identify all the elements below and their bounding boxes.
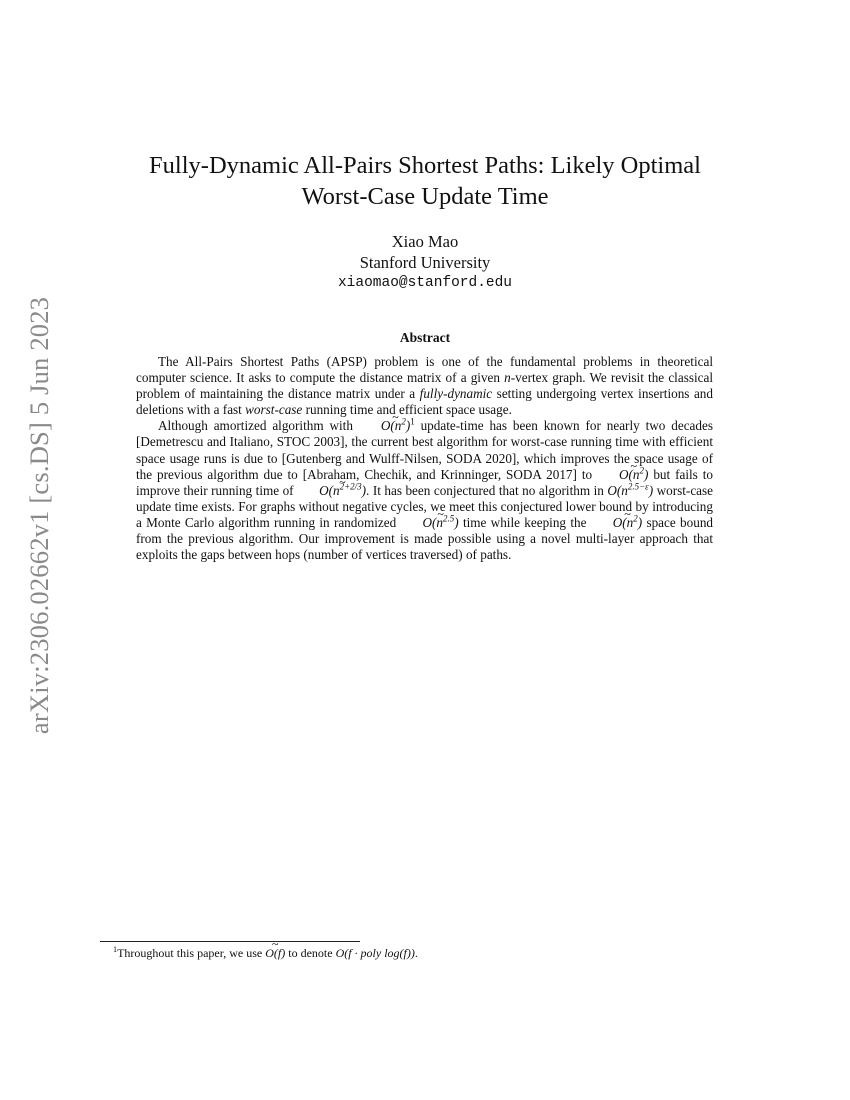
text-run: update-time has been known for nearly two decades [Demetrescu and Italiano, STOC 2003], the current best algorithm for worst-case running time with efficient space usage runs is due to [Gutenberg and Wulff-Nilsen, SODA 2020], which improves the space usage of the previous algorithm due to [Abraham, Chechik, and Krinninger, SODA 2017] to [136, 418, 713, 482]
author-email: xiaomao@stanford.edu [337, 275, 513, 291]
text-run: setting undergoing vertex insertions and deletions with a fast [136, 386, 713, 418]
text-run: Throughout this paper, we use [117, 946, 266, 960]
text-run: running time and efficient space usage. [302, 402, 512, 418]
text-run: but fails to improve their running time of [136, 466, 713, 498]
text-run: Although amortized algorithm with [158, 418, 359, 434]
title-line-2: Worst-Case Update Time [301, 183, 549, 210]
paper-title [100, 150, 750, 212]
footnote-marker: 1 [410, 416, 415, 427]
text-run: -vertex graph. We revisit the classical problem of maintaining the distance matrix under a [136, 370, 713, 402]
title-line-1: Fully-Dynamic All-Pairs Shortest Paths: Likely Optimal [149, 152, 701, 179]
text-run: . [414, 946, 418, 960]
emphasis-fully-dynamic: fully-dynamic [419, 386, 493, 402]
soft-o-math: ~ O(f) [265, 946, 285, 961]
soft-o-math: ~ $O(n^{2+2/3})$ [297, 483, 366, 499]
soft-o-math: ~ $O(n^2)$ [597, 467, 648, 483]
author-block [100, 231, 750, 294]
arxiv-identifier [20, 283, 60, 748]
soft-o-math: ~ $O(n^{2.5})$ [401, 515, 459, 531]
footnote [113, 946, 753, 961]
arxiv-identifier-text: arXiv:2306.02662v1 [cs.DS] 5 Jun 2023 [24, 296, 55, 735]
author-affiliation: Stanford University [359, 253, 491, 272]
abstract-heading: Abstract [399, 330, 451, 345]
text-run: space bound from the previous algorithm. Our improvement is made possible using a novel multi-layer approach that exploits the gaps between hops (number of vertices traversed) of paths. [136, 514, 714, 563]
footnote-rule [100, 941, 360, 942]
big-o-math: $O(n^{2.5-\varepsilon})$ [607, 481, 654, 498]
text-run: time while keeping the [458, 514, 591, 530]
text-run: worst-case update time exists. For graphs without negative cycles, we meet this conjectured lower bound by introducing a Monte Carlo algorithm running in randomized [136, 482, 714, 530]
abstract-paragraph-2 [136, 418, 713, 563]
abstract-body [136, 354, 713, 563]
big-o-math: O(f · poly log(f)) [335, 946, 415, 960]
abstract-paragraph-1 [136, 354, 713, 418]
text-run: to denote [285, 946, 336, 960]
soft-o-math: ~ $O(n^2)$ [591, 515, 642, 531]
emphasis-worst-case: worst-case [245, 402, 303, 418]
math-n: n [504, 370, 511, 386]
text-run: The All-Pairs Shortest Paths (APSP) problem is one of the fundamental problems in theoretical computer science. It asks to compute the distance matrix of a given [136, 354, 713, 386]
footnote-number: 1 [113, 945, 118, 954]
soft-o-math: ~ $O(n^2)$ [359, 418, 410, 434]
text-run: . It has been conjectured that no algorithm in [366, 482, 608, 498]
author-name: Xiao Mao [391, 232, 459, 251]
